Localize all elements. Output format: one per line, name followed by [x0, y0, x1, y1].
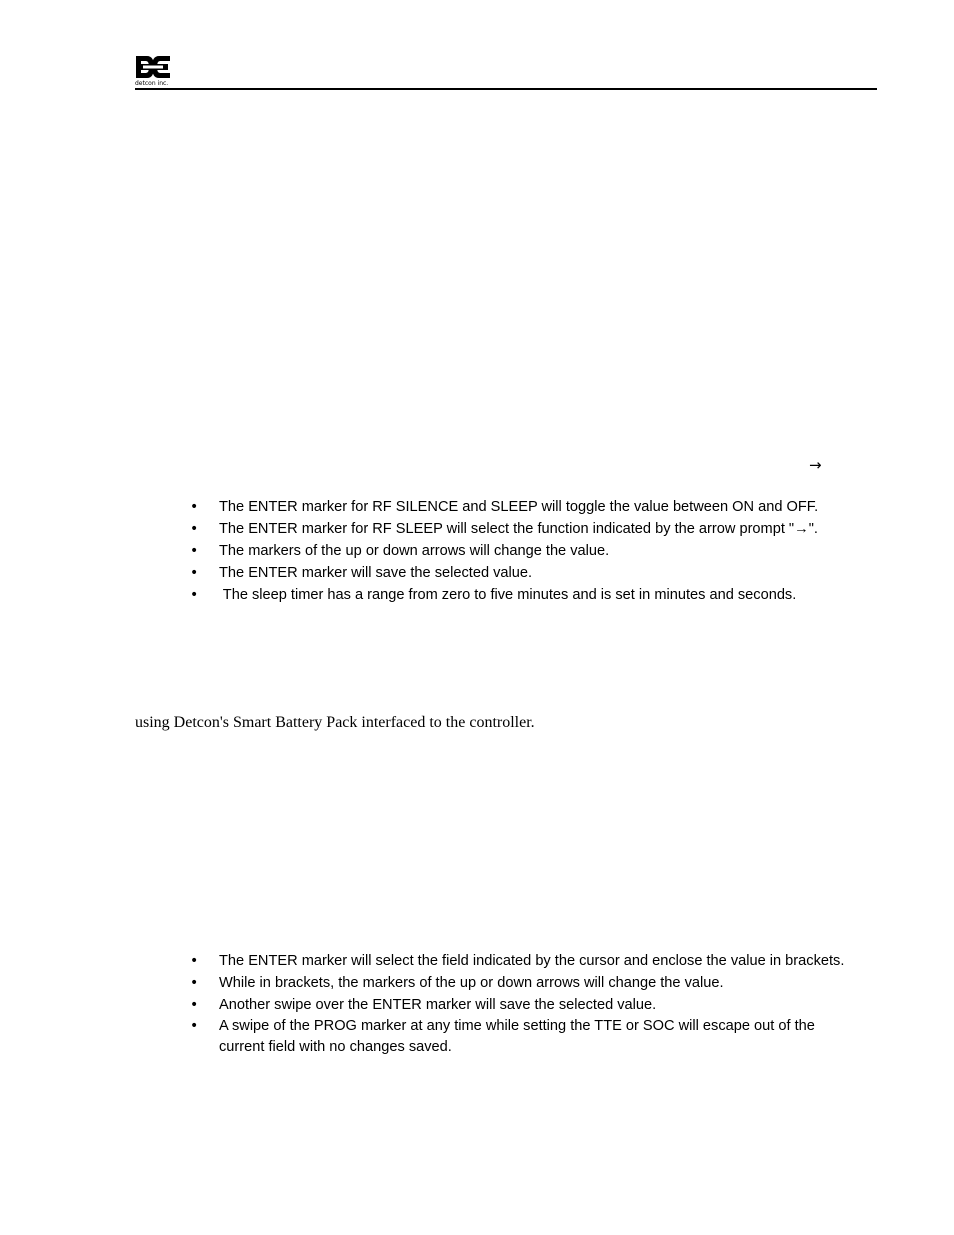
- list-item: • The ENTER marker will save the selected value.: [190, 562, 870, 584]
- list-item: • The sleep timer has a range from zero to five minutes and is set in minutes and seconds.: [190, 584, 870, 606]
- header-divider: [135, 88, 877, 90]
- list-item: • The ENTER marker for RF SLEEP will select the function indicated by the arrow prompt "→".: [190, 518, 870, 540]
- list-item: • While in brackets, the markers of the up or down arrows will change the value.: [190, 972, 850, 994]
- arrow-prompt-glyph: →: [809, 456, 822, 474]
- detcon-logo: [135, 55, 175, 87]
- list-item: • The markers of the up or down arrows will change the value.: [190, 540, 870, 562]
- list-item: • A swipe of the PROG marker at any time while setting the TTE or SOC will escape out of the current field with no changes saved.: [190, 1016, 850, 1058]
- detcon-logo-mark: [135, 55, 171, 79]
- body-paragraph: using Detcon's Smart Battery Pack interfaced to the controller.: [135, 714, 535, 731]
- list-item: • The ENTER marker will select the field indicated by the cursor and enclose the value in brackets.: [190, 951, 850, 972]
- tte-soc-instructions-list: [190, 951, 850, 1058]
- logo-text: detcon inc.: [135, 80, 169, 87]
- list-item: • Another swipe over the ENTER marker will save the selected value.: [190, 994, 850, 1016]
- rf-sleep-instructions-list: [190, 496, 870, 606]
- list-item: • The ENTER marker for RF SILENCE and SLEEP will toggle the value between ON and OFF.: [190, 496, 870, 518]
